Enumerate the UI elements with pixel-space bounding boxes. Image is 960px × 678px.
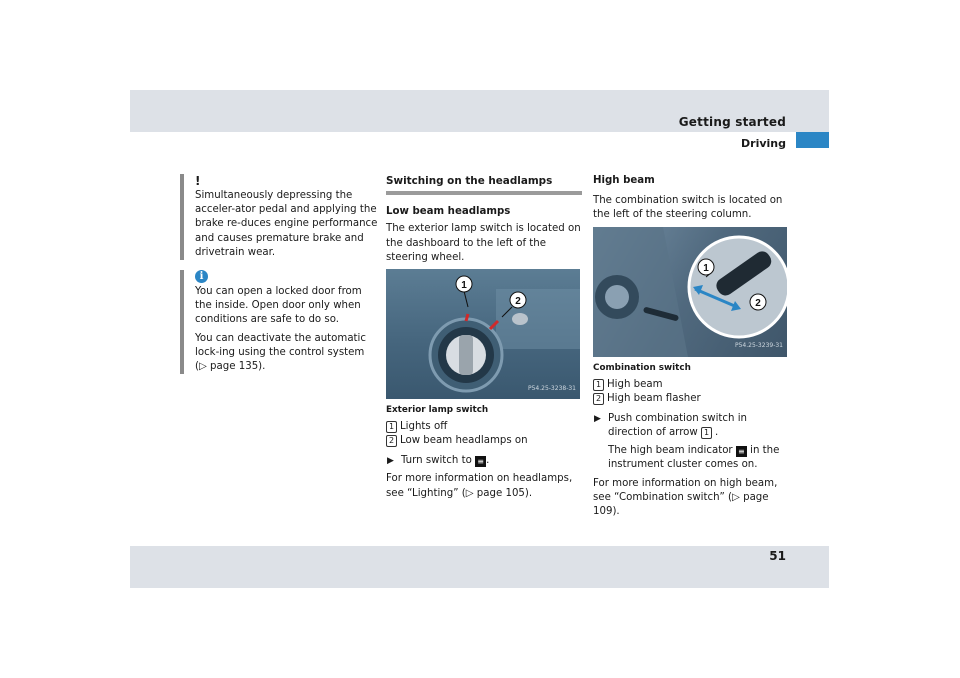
photo-code: P54.25-3238-31 [527,384,576,392]
step-end: . [486,455,490,467]
step-text: Turn switch to [401,455,472,467]
info-text-2: You can deactivate the automatic lock-ing using the control system (▷ page 135). [195,332,366,373]
item-number: 1 [593,379,604,391]
photo-caption: Exterior lamp switch [386,405,489,416]
low-beam-intro: The exterior lamp switch is located on the dashboard to the left of the steering wheel. [386,223,581,263]
section-tab [796,132,829,148]
combination-switch-illustration [593,227,787,357]
column-high-beam [593,174,789,523]
item-text: High beam flasher [607,392,701,404]
high-beam-heading: High beam [593,175,655,186]
step-end: . [714,427,719,439]
info-icon: i [195,270,208,283]
instruction-step [593,412,789,440]
more-info: For more information on headlamps, see “Lighting” (▷ page 105). [386,473,573,499]
info-text-1: You can open a locked door from the inside. Open door only when conditions are safe to do so. [195,286,362,326]
column-notes [180,174,380,384]
low-beam-icon: ≡ [475,456,486,467]
item-number: 2 [386,435,397,447]
lamp-switch-illustration [386,269,580,399]
indicator-note [593,444,789,472]
warning-text: Simultaneously depressing the acceler-ator pedal and applying the brake re-duces engine performance and causes premature brake and drivetrain wear. [195,190,378,258]
info-note [180,270,380,374]
more-info: For more information on high beam, see “Combination switch” (▷ page 109). [593,477,778,518]
item-number: 2 [593,393,604,405]
combination-switch-photo [593,227,787,357]
photo-code: P54.25-3239-31 [734,342,783,350]
item-text: Lights off [400,421,448,433]
callout-2-label: 2 [515,296,521,308]
indicator-text-before: The high beam indicator [608,445,733,457]
photo-caption: Combination switch [593,362,691,373]
callout-1-label: 1 [703,262,709,274]
section-title: Driving [741,137,786,150]
headlamps-heading: Switching on the headlamps [386,174,582,195]
exterior-lamp-switch-photo [386,269,580,399]
step-text: Push combination switch in direction of arrow [608,412,747,439]
step-number: 1 [701,427,712,439]
chapter-title: Getting started [678,115,786,129]
low-beam-heading: Low beam headlamps [386,206,511,218]
warning-icon: ! [195,174,201,188]
list-item [593,392,789,406]
callout-2-label: 2 [755,297,761,309]
high-beam-intro: The combination switch is located on the left of the steering column. [593,195,783,221]
instruction-step [386,454,582,468]
page-reference: (▷ page 135). [195,361,266,373]
item-text: Low beam headlamps on [400,435,528,447]
item-text: High beam [607,378,663,390]
list-item [593,378,789,392]
column-low-beam [386,174,582,505]
high-beam-icon: ≡ [736,446,747,457]
footer-band [130,546,829,588]
indicator-text-after: in the instrument cluster comes on. [608,445,780,471]
step-arrow-icon: ▶ [387,456,394,467]
list-item [386,434,582,448]
callout-1-label: 1 [461,280,467,292]
page-number: 51 [769,549,786,563]
warning-note [180,174,380,260]
item-number: 1 [386,421,397,433]
list-item [386,420,582,434]
note-bar [180,174,184,260]
note-bar [180,270,184,374]
step-arrow-icon: ▶ [594,413,601,424]
